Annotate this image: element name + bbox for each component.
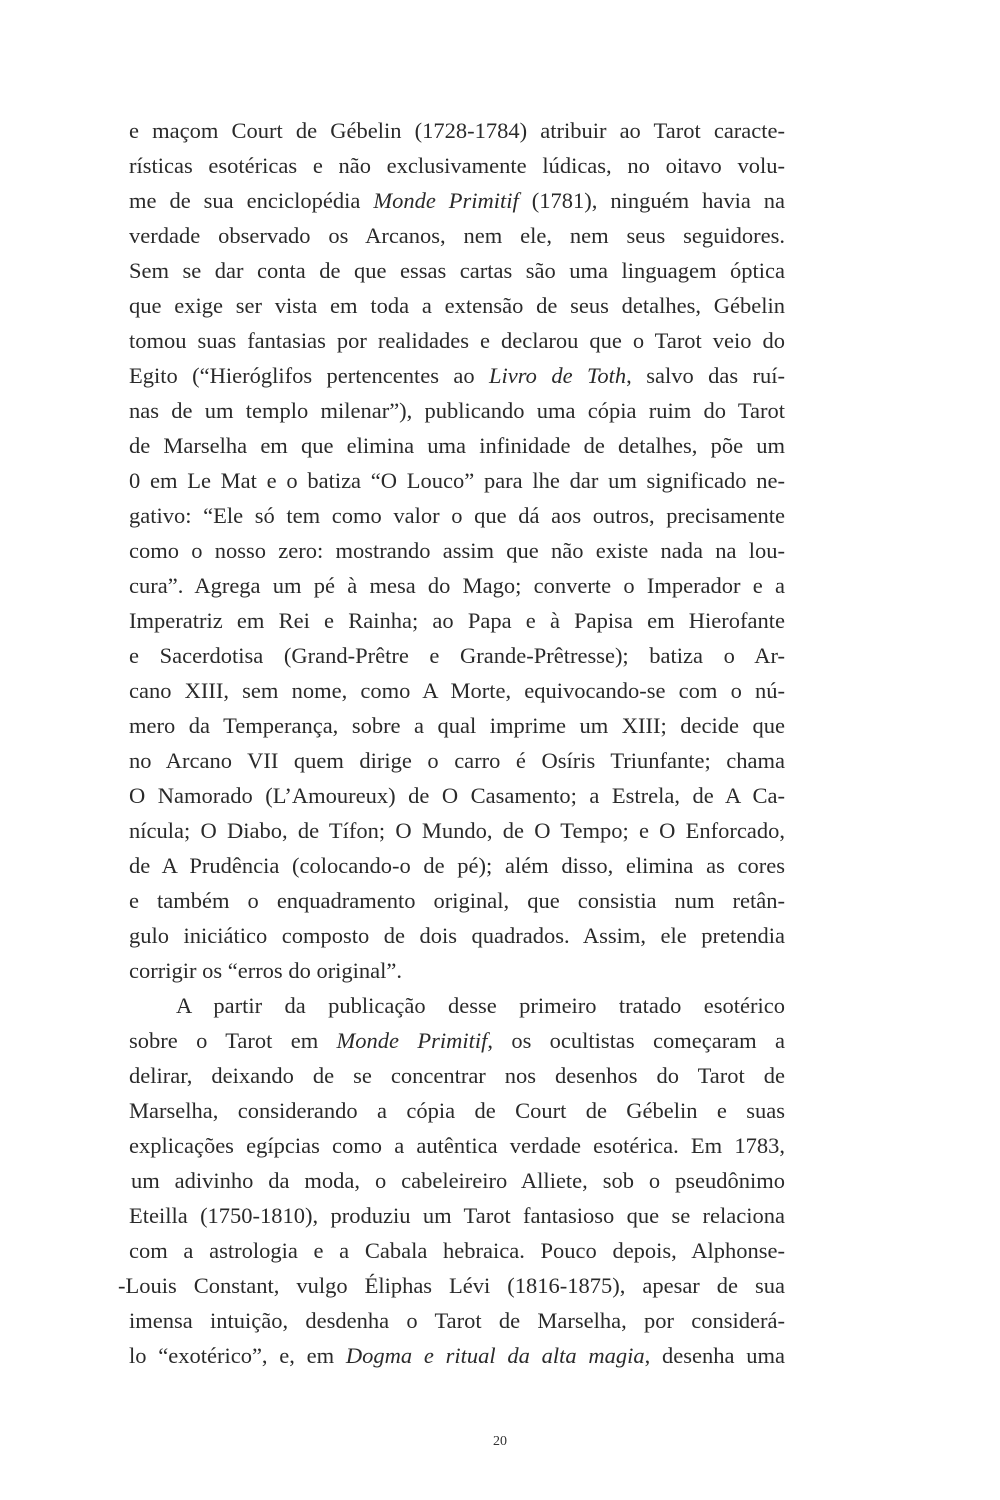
- text-line: nas de um templo milenar”), publicando uma cópia ruim do Tarot: [129, 398, 785, 423]
- text-line: cura”. Agrega um pé à mesa do Mago; converte o Imperador e a: [129, 573, 785, 598]
- text-line: gulo iniciático composto de dois quadrados. Assim, ele pretendia: [129, 923, 785, 948]
- text-line: nícula; O Diabo, de Tífon; O Mundo, de O Tempo; e O Enforcado,: [129, 818, 785, 843]
- book-title: Monde Primitif: [336, 1028, 488, 1053]
- page-number: 20: [493, 1434, 507, 1449]
- text-line: no Arcano VII quem dirige o carro é Osíris Triunfante; chama: [129, 748, 785, 773]
- text-line: um adivinho da moda, o cabeleireiro Alliete, sob o pseudônimo: [131, 1168, 785, 1193]
- text-line: mero da Temperança, sobre a qual imprime um XIII; decide que: [129, 713, 785, 738]
- body-text: [118, 113, 786, 1373]
- text-line: explicações egípcias como a autêntica verdade esotérica. Em 1783,: [129, 1133, 785, 1158]
- text-line: O Namorado (L’Amoureux) de O Casamento; a Estrela, de A Ca-: [129, 783, 785, 808]
- text-line: e também o enquadramento original, que consistia num retân-: [129, 888, 785, 913]
- book-title: Monde Primitif: [373, 188, 519, 213]
- text-line: com a astrologia e a Cabala hebraica. Pouco depois, Alphonse-: [129, 1238, 785, 1263]
- text-line: sobre o Tarot em Monde Primitif, os ocultistas começaram a: [129, 1028, 785, 1053]
- text-line: Egito (“Hieróglifos pertencentes ao Livro de Toth, salvo das ruí-: [129, 363, 785, 388]
- book-title: Livro de Toth: [489, 363, 627, 388]
- text-line: tomou suas fantasias por realidades e declarou que o Tarot veio do: [129, 328, 785, 353]
- book-title: Dogma e ritual da alta magia: [345, 1343, 645, 1368]
- text-line: cano XIII, sem nome, como A Morte, equivocando-se com o nú-: [129, 678, 785, 703]
- text-line: gativo: “Ele só tem como valor o que dá aos outros, precisamente: [129, 503, 785, 528]
- text-line: verdade observado os Arcanos, nem ele, nem seus seguidores.: [129, 223, 785, 248]
- text-line: Sem se dar conta de que essas cartas são uma linguagem óptica: [129, 258, 785, 283]
- text-line: delirar, deixando de se concentrar nos desenhos do Tarot de: [129, 1063, 785, 1088]
- text-line: A partir da publicação desse primeiro tratado esotérico: [176, 993, 785, 1018]
- text-line: Eteilla (1750-1810), produziu um Tarot fantasioso que se relaciona: [129, 1203, 785, 1228]
- text-line: corrigir os “erros do original”.: [129, 958, 403, 983]
- text-line: e Sacerdotisa (Grand-Prêtre e Grande-Prêtresse); batiza o Ar-: [129, 643, 785, 668]
- text-line: como o nosso zero: mostrando assim que não existe nada na lou-: [129, 538, 785, 563]
- text-line: que exige ser vista em toda a extensão de seus detalhes, Gébelin: [129, 293, 785, 318]
- text-line: rísticas esotéricas e não exclusivamente lúdicas, no oitavo volu-: [129, 153, 785, 178]
- text-line: de A Prudência (colocando-o de pé); além disso, elimina as cores: [129, 853, 785, 878]
- text-line: me de sua enciclopédia Monde Primitif (1781), ninguém havia na: [129, 188, 786, 213]
- text-line: imensa intuição, desdenha o Tarot de Marselha, por considerá-: [129, 1308, 785, 1333]
- text-line: de Marselha em que elimina uma infinidade de detalhes, põe um: [129, 433, 785, 458]
- text-line: 0 em Le Mat e o batiza “O Louco” para lhe dar um significado ne-: [129, 468, 785, 493]
- text-line: -Louis Constant, vulgo Éliphas Lévi (1816-1875), apesar de sua: [118, 1273, 785, 1298]
- text-line: Imperatriz em Rei e Rainha; ao Papa e à Papisa em Hierofante: [129, 608, 785, 633]
- text-line: lo “exotérico”, e, em Dogma e ritual da alta magia, desenha uma: [129, 1343, 785, 1368]
- text-line: e maçom Court de Gébelin (1728-1784) atribuir ao Tarot caracte-: [129, 118, 785, 143]
- text-line: Marselha, considerando a cópia de Court de Gébelin e suas: [129, 1098, 785, 1123]
